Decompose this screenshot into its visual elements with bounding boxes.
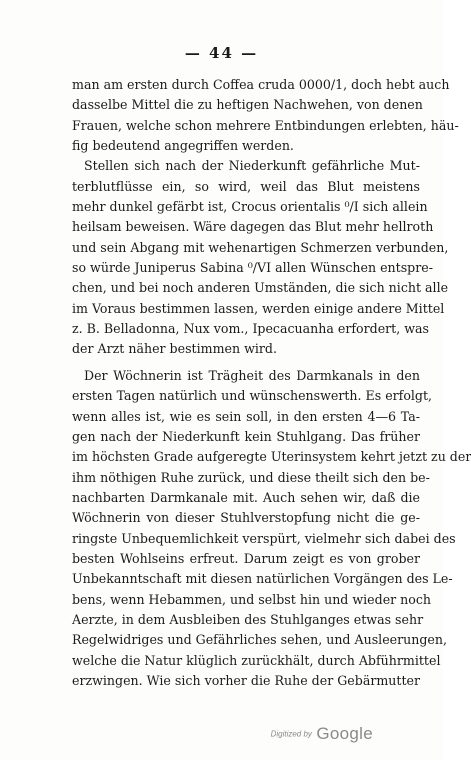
text-line: im höchsten Grade aufgeregte Uterinsystem kehrt jetzt zu der	[72, 449, 471, 465]
text-line: dasselbe Mittel die zu heftigen Nachwehen, von denen	[72, 97, 423, 113]
text-line: gen nach der Niederkunft kein Stuhlgang. Das früher	[72, 428, 420, 444]
text-line: Der Wöchnerin ist Trägheit des Darmkanals in den	[84, 367, 420, 383]
text-line: z. B. Belladonna, Nux vom., Ipecacuanha erfordert, was	[72, 321, 429, 337]
text-line: man am ersten durch Coffea cruda 0000/1, doch hebt auch	[72, 77, 450, 92]
text-line: fig bedeutend angegriffen werden.	[72, 138, 294, 154]
text-line: terblutflüsse ein, so wird, weil das Blut meistens	[72, 178, 420, 194]
google-logo: Google	[316, 724, 373, 743]
text-line: und sein Abgang mit wehenartigen Schmerzen verbunden,	[72, 239, 449, 255]
text-line: wenn alles ist, wie es sein soll, in den ersten 4—6 Ta-	[72, 408, 420, 424]
text-line: welche die Natur klüglich zurückhält, durch Abführmittel	[72, 652, 441, 668]
text-line: Regelwidriges und Gefährliches sehen, und Ausleerungen,	[72, 632, 447, 648]
text-line: der Arzt näher bestimmen wird.	[72, 341, 277, 357]
text-line: Frauen, welche schon mehrere Entbindungen erlebten, häu-	[72, 117, 459, 133]
text-line: Aerzte, in dem Ausbleiben des Stuhlganges etwas sehr	[72, 611, 424, 627]
text-line: ihm nöthigen Ruhe zurück, und diese theilt sich den be-	[72, 469, 430, 485]
text-line: heilsam beweisen. Wäre dagegen das Blut mehr hellroth	[72, 219, 434, 235]
text-line: Stellen sich nach der Niederkunft gefährliche Mut-	[84, 158, 420, 174]
text-line: chen, und bei noch anderen Umständen, die sich nicht alle	[72, 280, 449, 296]
page-number: — 44 —	[184, 44, 259, 62]
text-line: mehr dunkel gefärbt ist, Crocus orientalis ⁰/I sich allein	[72, 199, 428, 215]
text-line: nachbarten Darmkanale mit. Auch sehen wir, daß die	[72, 489, 420, 505]
text-line: ringste Unbequemlichkeit verspürt, vielmehr sich dabei des	[72, 530, 456, 546]
digitized-label: Digitized by	[270, 729, 312, 739]
digitized-watermark	[271, 724, 373, 744]
text-line: erzwingen. Wie sich vorher die Ruhe der Gebärmutter	[72, 672, 420, 688]
text-line: Wöchnerin von dieser Stuhlverstopfung nicht die ge-	[72, 510, 420, 526]
page-body	[72, 75, 471, 691]
text-line: so würde Juniperus Sabina ⁰/VI allen Wünschen entspre-	[72, 260, 433, 276]
text-line: ersten Tagen natürlich und wünschenswerth. Es erfolgt,	[72, 388, 433, 404]
text-line: besten Wohlseins erfreut. Darum zeigt es von grober	[72, 550, 420, 566]
text-line: im Voraus bestimmen lassen, werden einige andere Mittel	[72, 300, 445, 316]
text-line: bens, wenn Hebammen, und selbst hin und wieder noch	[72, 591, 432, 607]
text-line: Unbekanntschaft mit diesen natürlichen Vorgängen des Le-	[72, 571, 453, 587]
